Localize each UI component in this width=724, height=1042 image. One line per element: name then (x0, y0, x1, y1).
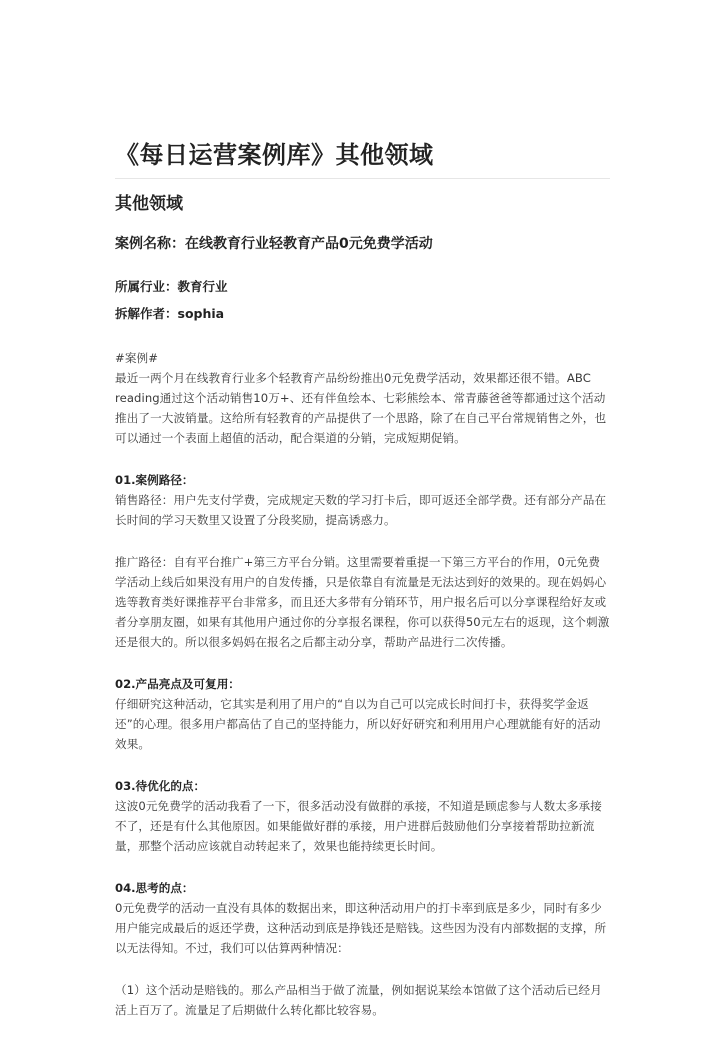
section-thinking-block (115, 878, 610, 958)
section-optimize-block (115, 776, 610, 856)
sales-path-paragraph: 销售路径：用户先支付学费，完成规定天数的学习打卡后，即可返还全部学费。还有部分产品在长时间的学习天数里又设置了分段奖励，提高诱惑力。 (115, 493, 607, 527)
promo-path-block (115, 552, 610, 652)
section-highlights-title: 02.产品亮点及可复用： (115, 677, 240, 691)
intro-paragraph: 最近一两个月在线教育行业多个轻教育产品纷纷推出0元免费学活动，效果都还很不错。ABC reading通过这个活动销售10万+、还有伴鱼绘本、七彩熊绘本、常青藤爸爸等都通过这个活动推出了一大波销量。这给所有轻教育的产品提供了一个思路，除了在自己平台常规销售之外，也可以通过一个表面上超值的活动，配合渠道的分销，完成短期促销。 (115, 371, 607, 445)
optimize-paragraph: 这波0元免费学的活动我看了一下，很多活动没有做群的承接，不知道是顾虑参与人数太多承接不了，还是有什么其他原因。如果能做好群的承接，用户进群后鼓励他们分享接着帮助拉新流量，那整个活动应该就自动转起来了，效果也能持续更长时间。 (115, 799, 602, 853)
page-title: 《每日运营案例库》其他领域 (115, 141, 434, 169)
author-label: 拆解作者：sophia (115, 306, 225, 321)
highlights-paragraph: 仔细研究这种活动，它其实是利用了用户的“自以为自己可以完成长时间打卡，获得奖学金返还”的心理。很多用户都高估了自己的坚持能力，所以好好研究和利用用户心理就能有好的活动效果。 (115, 697, 601, 751)
title-divider (115, 178, 610, 179)
thinking-case-block (115, 980, 610, 1020)
industry-label: 所属行业：教育行业 (115, 279, 228, 294)
section-path-title: 01.案例路径： (115, 473, 194, 487)
case-name-heading: 案例名称：在线教育行业轻教育产品0元免费学活动 (115, 236, 433, 252)
thinking-paragraph: 0元免费学的活动一直没有具体的数据出来，即这种活动用户的打卡率到底是多少，同时有多少用户能完成最后的返还学费，这种活动到底是挣钱还是赔钱。这些因为没有内部数据的支撑，所以无法得知。不过，我们可以估算两种情况： (115, 901, 607, 955)
promo-path-paragraph: 推广路径：自有平台推广+第三方平台分销。这里需要着重提一下第三方平台的作用，0元免费学活动上线后如果没有用户的自发传播，只是依靠自有流量是无法达到好的效果的。现在妈妈心选等教育类好课推荐平台非常多，而且还大多带有分销环节，用户报名后可以分享课程给好友或者分享朋友圈，如果有其他用户通过你的分享报名课程，你可以获得50元左右的返现，这个刺激还是很大的。所以很多妈妈在报名之后都主动分享，帮助产品进行二次传播。 (115, 555, 610, 649)
article-content (115, 138, 610, 1042)
section-optimize-title: 03.待优化的点： (115, 779, 206, 793)
section-thinking-title: 04.思考的点： (115, 881, 194, 895)
intro-block (115, 348, 610, 448)
section-heading: 其他领域 (115, 194, 183, 214)
case-tag: #案例# (115, 351, 159, 365)
thinking-case-paragraph: （1）这个活动是赔钱的。那么产品相当于做了流量，例如据说某绘本馆做了这个活动后已经月活上百万了。流量足了后期做什么转化都比较容易。 (115, 983, 602, 1017)
section-highlights-block (115, 674, 610, 754)
section-path-block (115, 470, 610, 530)
